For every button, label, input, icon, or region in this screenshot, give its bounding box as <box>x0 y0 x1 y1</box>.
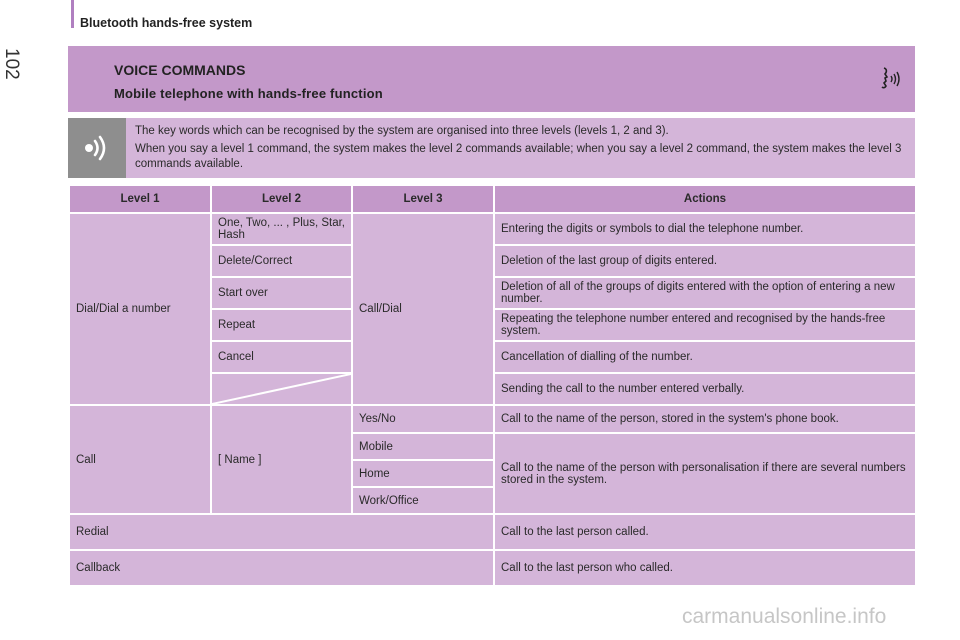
command-redial: Redial <box>69 514 494 550</box>
level3-work-office: Work/Office <box>352 487 494 514</box>
action-digits: Entering the digits or symbols to dial the telephone number. <box>494 213 916 245</box>
watermark-text: carmanualsonline.info <box>682 605 887 628</box>
table-row <box>69 405 916 433</box>
action-personalisation: Call to the name of the person with personalisation if there are several numbers stored in the system. <box>494 433 916 514</box>
level2-name: [ Name ] <box>211 405 352 514</box>
action-repeat: Repeating the telephone number entered and recognised by the hands-free system. <box>494 309 916 341</box>
level2-delete: Delete/Correct <box>211 245 352 277</box>
level3-mobile: Mobile <box>352 433 494 460</box>
action-send-call: Sending the call to the number entered verbally. <box>494 373 916 405</box>
level2-cancel: Cancel <box>211 341 352 373</box>
intro-paragraph-2: When you say a level 1 command, the system makes the level 2 commands available; when you say a level 2 command, the system makes the level 3 commands available. <box>135 143 902 170</box>
table-row <box>69 514 916 550</box>
column-header-level1: Level 1 <box>69 185 211 213</box>
action-delete: Deletion of the last group of digits entered. <box>494 245 916 277</box>
level1-call: Call <box>69 405 211 514</box>
level3-call-dial: Call/Dial <box>352 213 494 405</box>
voice-commands-table <box>68 184 917 587</box>
level3-home: Home <box>352 460 494 487</box>
banner-subtitle: Mobile telephone with hands-free function <box>114 86 383 101</box>
column-header-actions: Actions <box>494 185 916 213</box>
level1-dial: Dial/Dial a number <box>69 213 211 405</box>
speaker-waves-icon <box>68 118 126 178</box>
section-title: Bluetooth hands-free system <box>80 16 253 30</box>
table-header-row <box>69 185 916 213</box>
page-number: 102 <box>1 48 22 80</box>
level2-repeat: Repeat <box>211 309 352 341</box>
level3-yes-no: Yes/No <box>352 405 494 433</box>
level2-digits: One, Two, ... , Plus, Star, Hash <box>211 213 352 245</box>
banner-title: VOICE COMMANDS <box>114 62 246 78</box>
section-accent-bar <box>71 0 74 28</box>
table-row <box>69 550 916 586</box>
command-callback: Callback <box>69 550 494 586</box>
column-header-level2: Level 2 <box>211 185 352 213</box>
action-callback: Call to the last person who called. <box>494 550 916 586</box>
action-cancel: Cancellation of dialling of the number. <box>494 341 916 373</box>
table-row <box>69 213 916 245</box>
intro-paragraph-1: The key words which can be recognised by the system are organised into three levels (levels 1, 2 and 3). <box>135 125 669 137</box>
voice-commands-banner <box>68 46 915 112</box>
level2-start-over: Start over <box>211 277 352 309</box>
column-header-level3: Level 3 <box>352 185 494 213</box>
intro-text <box>135 124 905 172</box>
intro-panel <box>68 118 915 178</box>
action-start-over: Deletion of all of the groups of digits entered with the option of entering a new number. <box>494 277 916 309</box>
level2-empty-diagonal <box>211 373 352 405</box>
voice-command-icon <box>881 66 903 95</box>
action-yes-no: Call to the name of the person, stored in the system's phone book. <box>494 405 916 433</box>
action-redial: Call to the last person called. <box>494 514 916 550</box>
